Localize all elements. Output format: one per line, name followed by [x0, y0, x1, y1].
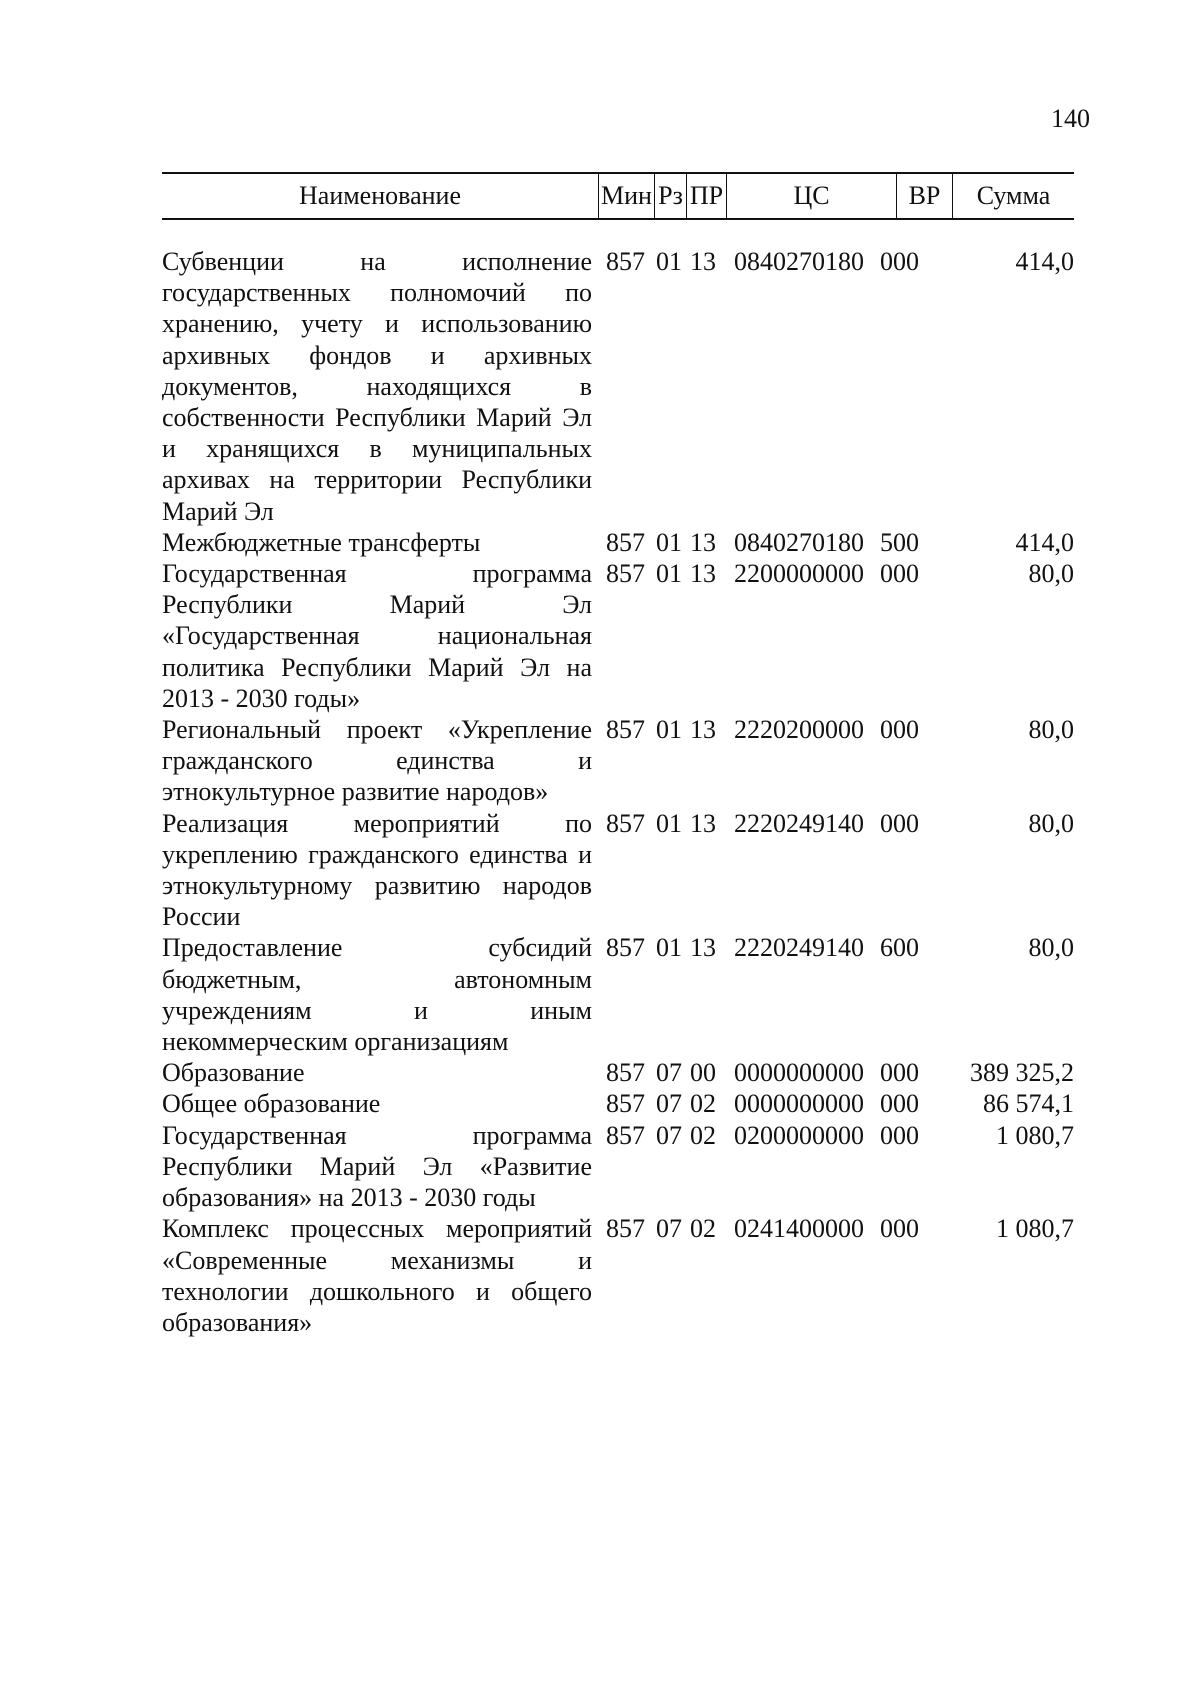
table-row	[162, 558, 1074, 714]
row-sum: 414,0	[1015, 247, 1074, 276]
table-row	[162, 527, 1074, 558]
row-cs: 2220249140	[734, 808, 864, 838]
row-rz: 01	[656, 527, 682, 557]
row-cs: 0200000000	[734, 1120, 864, 1150]
row-rz: 07	[656, 1214, 682, 1244]
row-cs: 2220200000	[734, 715, 864, 745]
table-body	[162, 246, 1074, 1338]
row-name: Образование	[162, 1058, 305, 1088]
table-row	[162, 1213, 1074, 1338]
row-cs: 2220249140	[734, 933, 864, 963]
row-min: 857	[606, 247, 645, 276]
row-sum: 1 080,7	[996, 1120, 1074, 1150]
row-min: 857	[606, 933, 645, 963]
row-pr: 02	[690, 1089, 716, 1119]
table-row	[162, 1088, 1074, 1119]
row-name: Межбюджетные трансферты	[162, 527, 481, 557]
row-vr: 000	[880, 715, 919, 745]
row-pr: 13	[690, 933, 716, 963]
row-name: Государственная программа Республики Марий Эл «Развитие образования» на 2013 - 2030 годы	[162, 1120, 592, 1213]
table-row	[162, 246, 1074, 527]
row-sum: 86 574,1	[983, 1089, 1074, 1119]
row-name: Реализация мероприятий по укреплению гражданского единства и этнокультурному развитию народов России	[162, 808, 592, 932]
row-vr: 000	[880, 1089, 919, 1119]
row-pr: 13	[690, 527, 716, 557]
row-cs: 0000000000	[734, 1058, 864, 1088]
row-pr: 13	[690, 808, 716, 838]
header-rz: Рз	[654, 174, 686, 218]
row-pr: 13	[690, 559, 716, 589]
row-name: Государственная программа Республики Марий Эл «Государственная национальная политика Республики Марий Эл на 2013 - 2030 годы»	[162, 559, 592, 713]
row-sum: 1 080,7	[996, 1214, 1074, 1244]
row-sum: 389 325,2	[970, 1058, 1074, 1088]
page-number: 140	[1051, 104, 1090, 133]
table-row	[162, 1120, 1074, 1214]
header-vr: ВР	[896, 174, 952, 218]
row-min: 857	[606, 559, 645, 589]
header-sum: Сумма	[952, 174, 1074, 218]
row-sum: 80,0	[1028, 933, 1074, 963]
row-rz: 01	[656, 933, 682, 963]
row-sum: 80,0	[1028, 808, 1074, 838]
row-vr: 500	[880, 527, 919, 557]
row-name: Общее образование	[162, 1089, 381, 1119]
row-pr: 13	[690, 715, 716, 745]
table-header	[162, 172, 1074, 220]
row-rz: 07	[656, 1089, 682, 1119]
row-cs: 0000000000	[734, 1089, 864, 1119]
row-sum: 80,0	[1028, 715, 1074, 745]
row-cs: 0840270180	[734, 527, 864, 557]
row-name: Комплекс процессных мероприятий «Современные механизмы и технологии дошкольного и общего образования»	[162, 1214, 592, 1337]
table-row	[162, 714, 1074, 808]
row-min: 857	[606, 1214, 645, 1244]
row-rz: 01	[656, 808, 682, 838]
row-pr: 00	[690, 1058, 716, 1088]
row-sum: 80,0	[1028, 559, 1074, 589]
row-name: Предоставление субсидий бюджетным, автономным учреждениям и иным некоммерческим организациям	[162, 933, 592, 1057]
row-vr: 600	[880, 933, 919, 963]
row-min: 857	[606, 1089, 645, 1119]
row-pr: 13	[690, 247, 716, 276]
row-rz: 07	[656, 1120, 682, 1150]
row-rz: 01	[656, 715, 682, 745]
row-rz: 01	[656, 559, 682, 589]
header-pr: ПР	[686, 174, 726, 218]
header-cs: ЦС	[726, 174, 896, 218]
row-min: 857	[606, 715, 645, 745]
row-min: 857	[606, 808, 645, 838]
row-cs: 2200000000	[734, 559, 864, 589]
row-rz: 01	[656, 247, 682, 276]
row-min: 857	[606, 1058, 645, 1088]
table-row	[162, 1057, 1074, 1088]
row-vr: 000	[880, 1120, 919, 1150]
header-name: Наименование	[299, 181, 461, 210]
header-min: Мин	[598, 174, 654, 218]
row-vr: 000	[880, 247, 919, 276]
row-pr: 02	[690, 1214, 716, 1244]
row-name: Субвенции на исполнение государственных полномочий по хранению, учету и использованию архивных фондов и архивных документов, находящихся в собственности Республики Марий Эл и хранящихся в муниципальных архивах на территории Республики Марий Эл	[162, 247, 592, 526]
table-row	[162, 808, 1074, 933]
row-pr: 02	[690, 1120, 716, 1150]
row-name: Региональный проект «Укрепление гражданского единства и этнокультурное развитие народов»	[162, 715, 592, 807]
row-sum: 414,0	[1015, 527, 1074, 557]
row-cs: 0241400000	[734, 1214, 864, 1244]
table-row	[162, 932, 1074, 1057]
row-vr: 000	[880, 1214, 919, 1244]
row-rz: 07	[656, 1058, 682, 1088]
row-min: 857	[606, 1120, 645, 1150]
row-cs: 0840270180	[734, 247, 864, 276]
row-min: 857	[606, 527, 645, 557]
row-vr: 000	[880, 559, 919, 589]
row-vr: 000	[880, 808, 919, 838]
row-vr: 000	[880, 1058, 919, 1088]
